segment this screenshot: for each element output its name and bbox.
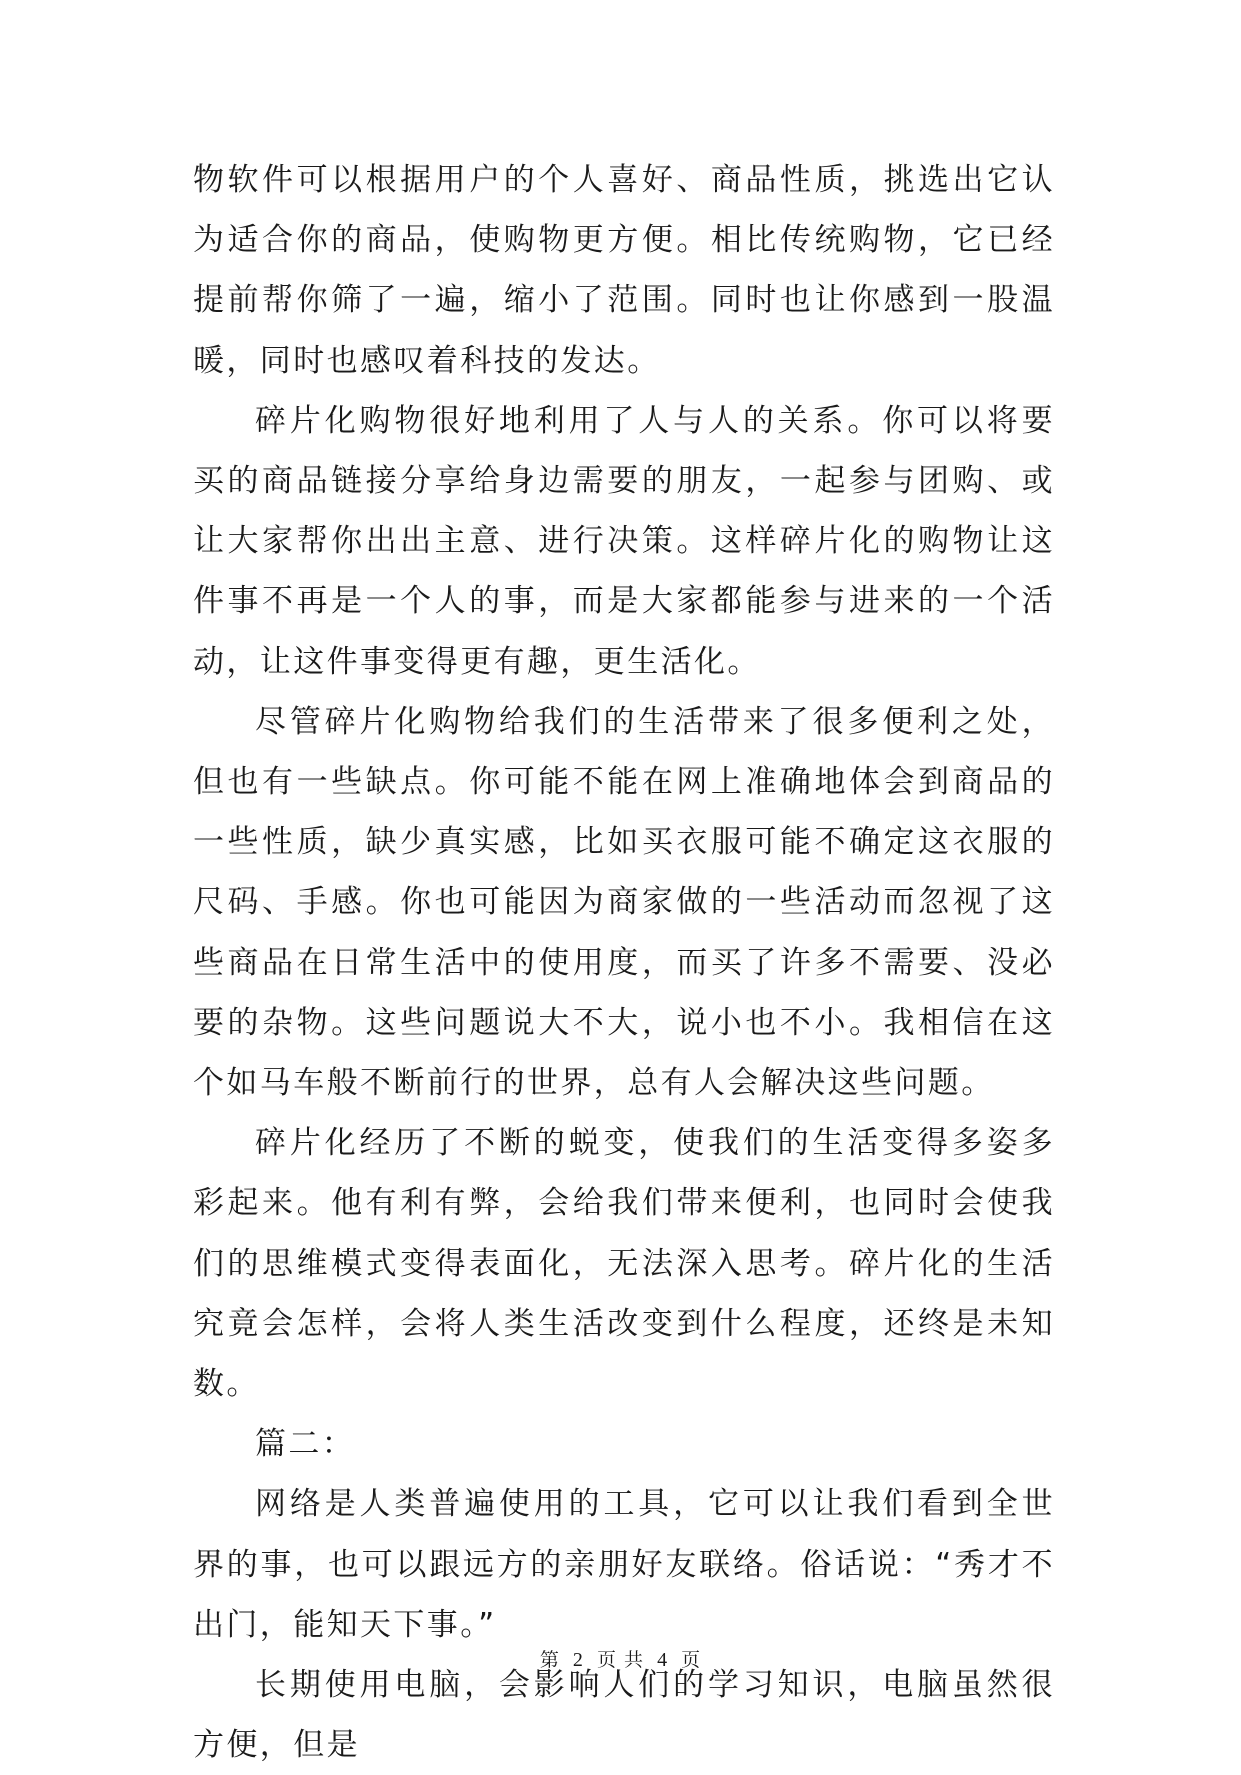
document-body [193,150,1055,1775]
current-page-number: 2 [572,1649,584,1671]
paragraph-6: 网络是人类普遍使用的工具，它可以让我们看到全世界的事，也可以跟远方的亲朋好友联络。俗话说：“秀才不出门，能知天下事。” [193,1486,1055,1643]
footer-middle: 页 共 [596,1649,645,1671]
total-pages-number: 4 [657,1649,669,1671]
paragraph-3: 尽管碎片化购物给我们的生活带来了很多便利之处，但也有一些缺点。你可能不能在网上准确地体会到商品的一些性质，缺少真实感，比如买衣服可能不确定这衣服的尺码、手感。你也可能因为商家做的一些活动而忽视了这些商品在日常生活中的使用度，而买了许多不需要、没必要的杂物。这些问题说大不大，说小也不小。我相信在这个如马车般不断前行的世界，总有人会解决这些问题。 [193,703,1055,1102]
paragraph-7: 长期使用电脑，会影响人们的学习知识，电脑虽然很方便，但是 [193,1667,1055,1764]
footer-prefix: 第 [539,1649,560,1671]
paragraph-1: 物软件可以根据用户的个人喜好、商品性质，挑选出它认为适合你的商品，使购物更方便。相比传统购物，它已经提前帮你筛了一遍，缩小了范围。同时也让你感到一股温暖，同时也感叹着科技的发达。 [193,162,1055,379]
section-heading: 篇二： [255,1426,356,1463]
footer-suffix: 页 [681,1649,702,1671]
paragraph-2: 碎片化购物很好地利用了人与人的关系。你可以将要买的商品链接分享给身边需要的朋友，一起参与团购、或让大家帮你出出主意、进行决策。这样碎片化的购物让这件事不再是一个人的事，而是大家都能参与进来的一个活动，让这件事变得更有趣，更生活化。 [193,402,1055,680]
page-footer [0,1645,1241,1672]
paragraph-4: 碎片化经历了不断的蜕变，使我们的生活变得多姿多彩起来。他有利有弊，会给我们带来便利，也同时会使我们的思维模式变得表面化，无法深入思考。碎片化的生活究竟会怎样，会将人类生活改变到什么程度，还终是未知数。 [193,1125,1055,1403]
